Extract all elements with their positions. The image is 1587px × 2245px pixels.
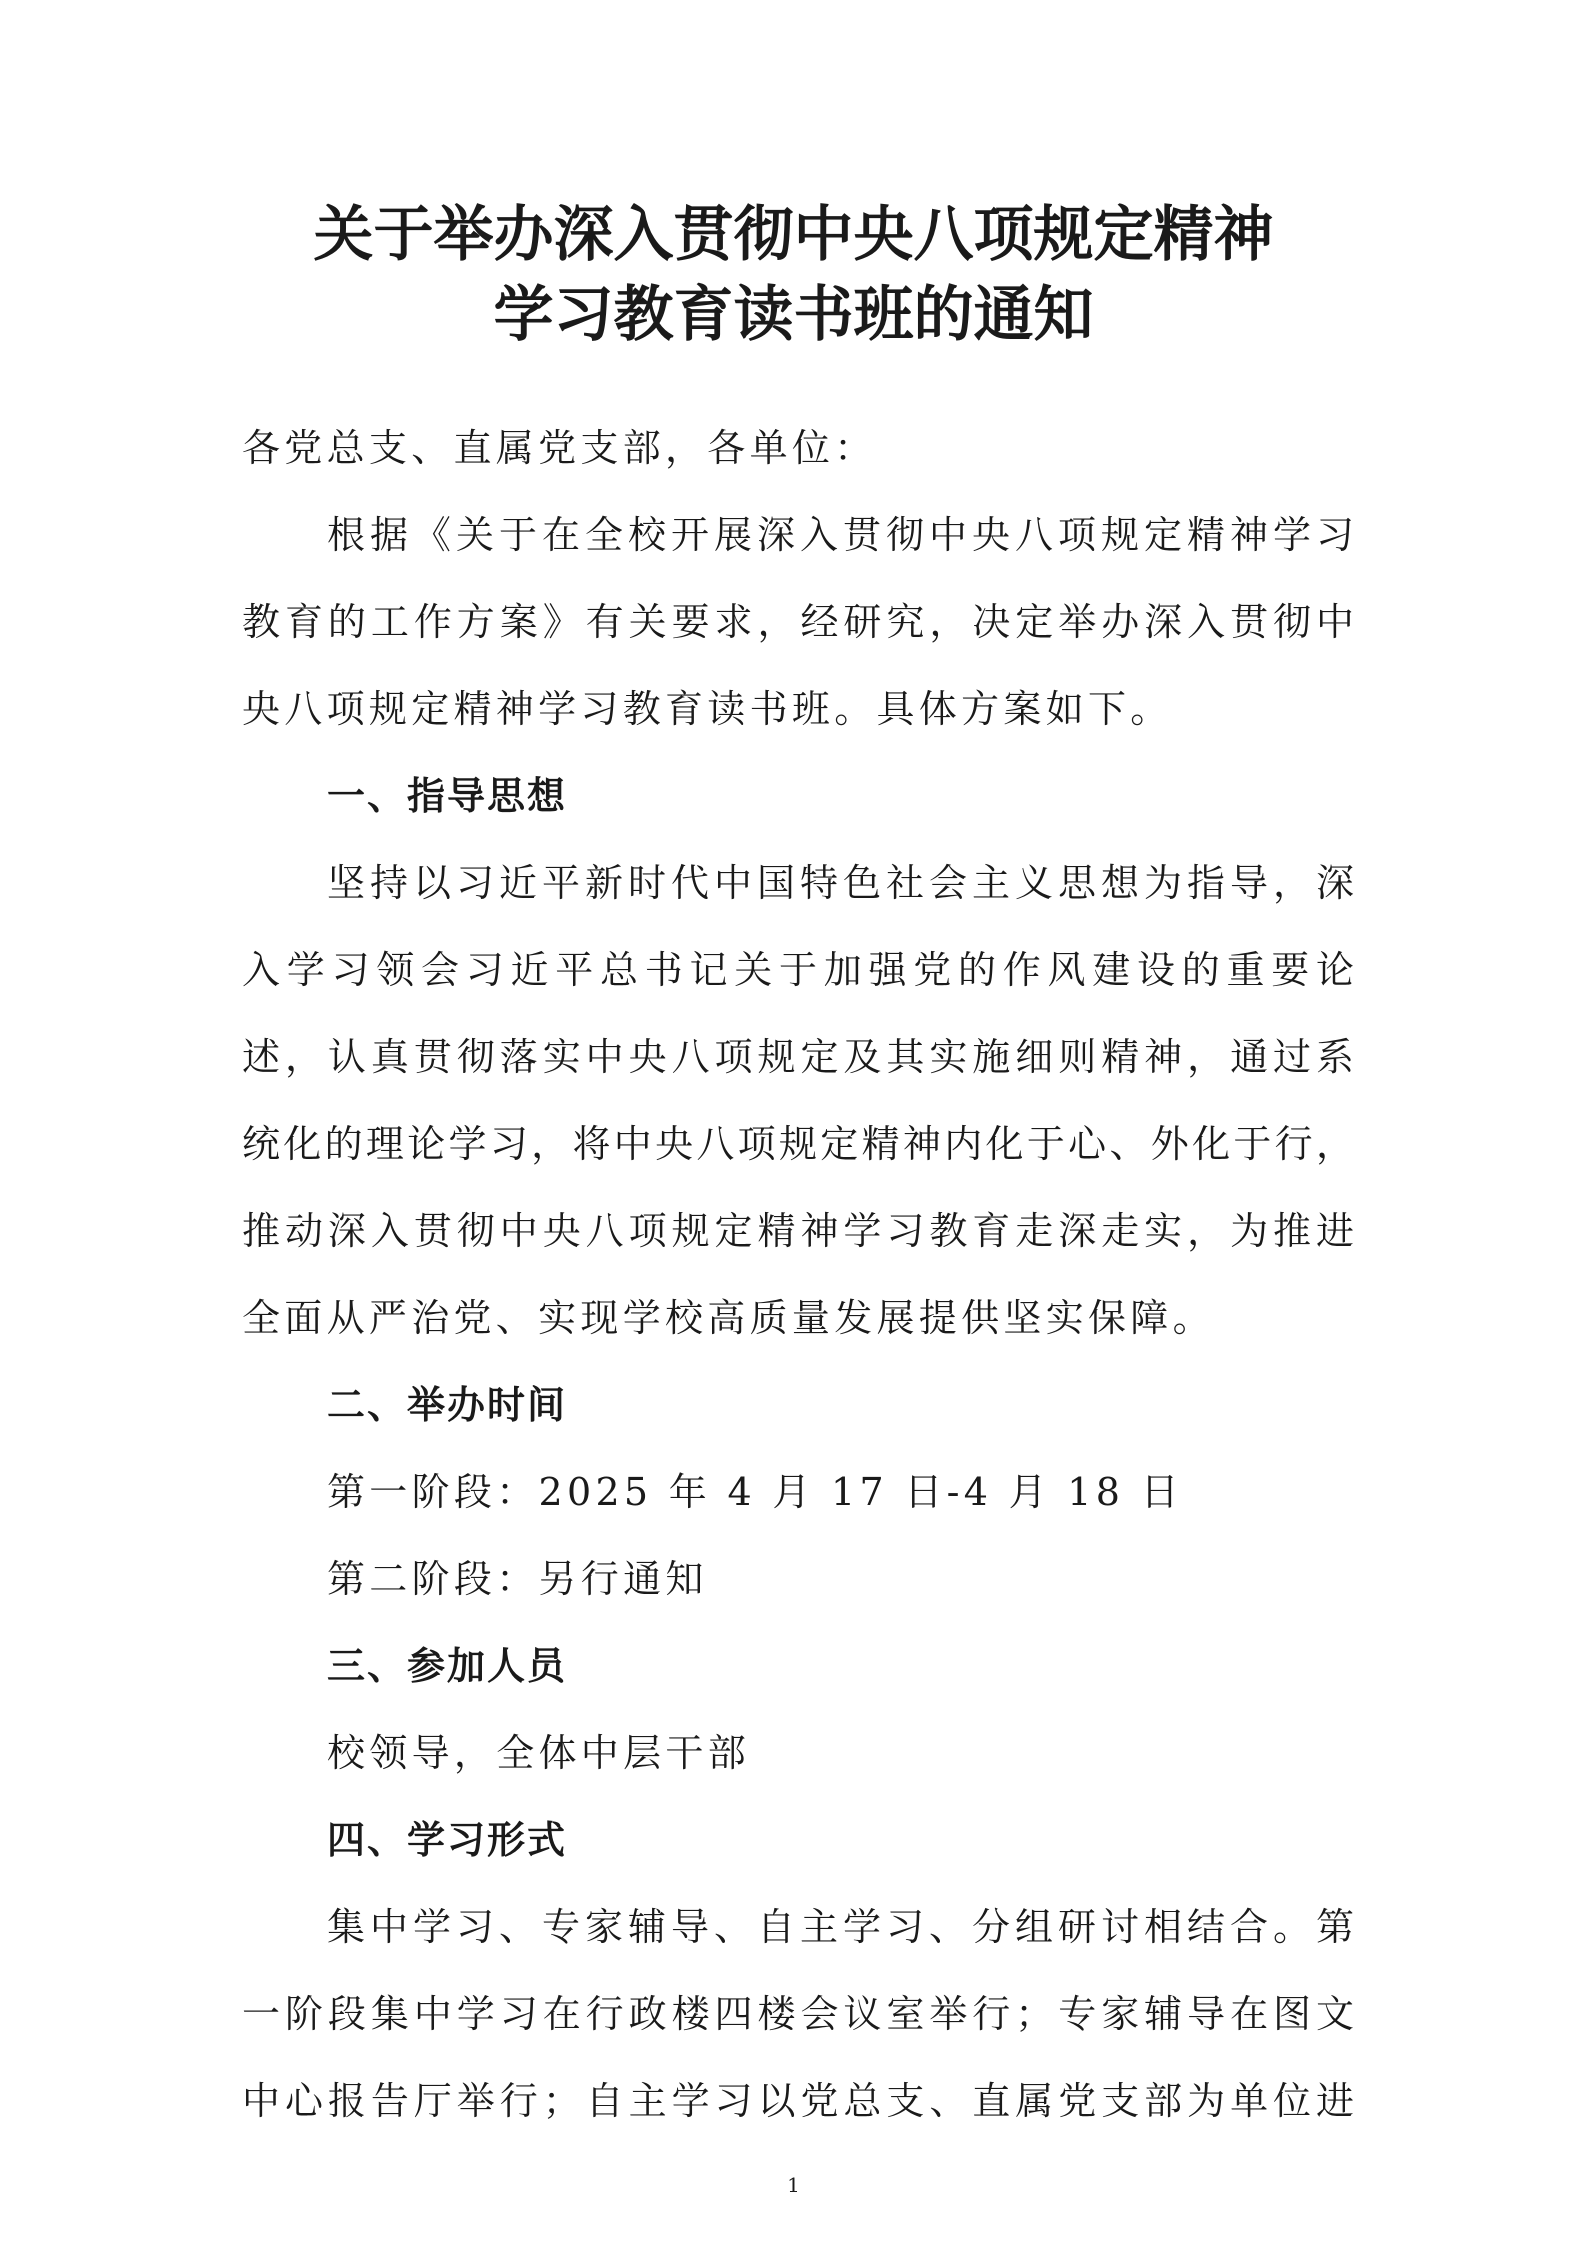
intro-line-3: 央八项规定精神学习教育读书班。具体方案如下。 [242, 687, 1173, 731]
section-heading-participants: 三、参加人员 [327, 1644, 568, 1688]
format-line-2: 一阶段集中学习在行政楼四楼会议室举行；专家辅导在图文 [242, 1992, 1354, 2036]
document-title-line-1: 关于举办深入贯彻中央八项规定精神 [313, 200, 1274, 270]
intro-line-1: 根据《关于在全校开展深入贯彻中央八项规定精神学习 [327, 513, 1354, 557]
guiding-line-5: 推动深入贯彻中央八项规定精神学习教育走深走实，为推进 [242, 1209, 1354, 1253]
guiding-line-4: 统化的理论学习，将中央八项规定精神内化于心、外化于行， [242, 1122, 1354, 1166]
time-line-2: 第二阶段：另行通知 [327, 1557, 708, 1601]
document-title-line-2: 学习教育读书班的通知 [493, 280, 1094, 350]
participants-line-1: 校领导，全体中层干部 [327, 1731, 751, 1775]
page-number: 1 [787, 2173, 800, 2197]
intro-line-2: 教育的工作方案》有关要求，经研究，决定举办深入贯彻中 [242, 600, 1354, 644]
section-heading-time: 二、举办时间 [327, 1383, 568, 1427]
guiding-line-3: 述，认真贯彻落实中央八项规定及其实施细则精神，通过系 [242, 1035, 1354, 1079]
section-heading-format: 四、学习形式 [327, 1818, 568, 1862]
guiding-line-1: 坚持以习近平新时代中国特色社会主义思想为指导，深 [327, 861, 1354, 905]
time-line-1: 第一阶段：2025 年 4 月 17 日-4 月 18 日 [327, 1470, 1183, 1514]
guiding-line-2: 入学习领会习近平总书记关于加强党的作风建设的重要论 [242, 948, 1354, 992]
salutation: 各党总支、直属党支部，各单位： [242, 426, 877, 470]
guiding-line-6: 全面从严治党、实现学校高质量发展提供坚实保障。 [242, 1296, 1215, 1340]
format-line-1: 集中学习、专家辅导、自主学习、分组研讨相结合。第 [327, 1905, 1354, 1949]
section-heading-guiding: 一、指导思想 [327, 774, 568, 818]
format-line-3: 中心报告厅举行；自主学习以党总支、直属党支部为单位进 [242, 2079, 1354, 2123]
